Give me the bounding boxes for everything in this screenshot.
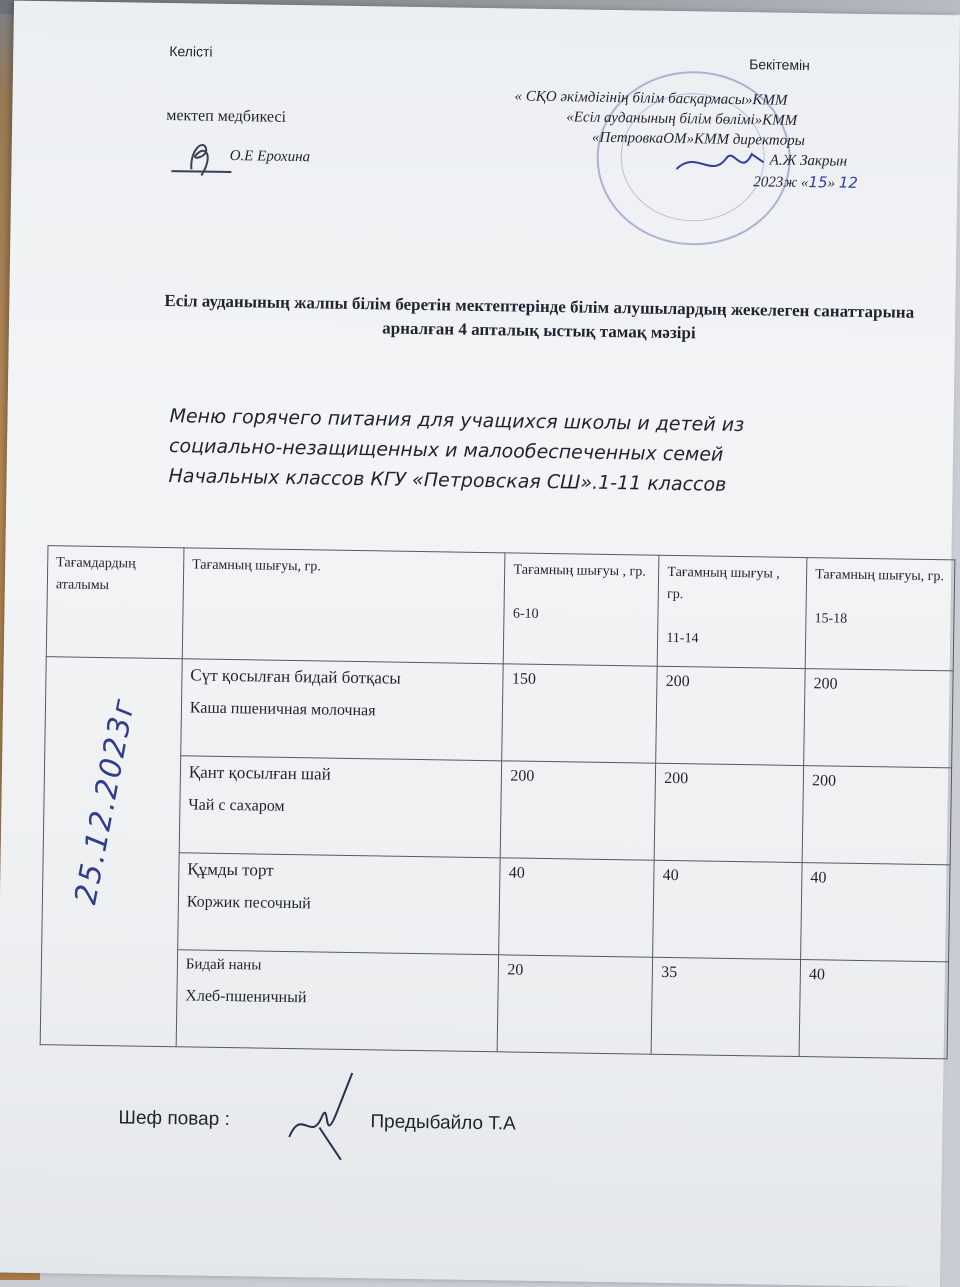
approval-line-3: «ПетровкаОМ»КММ директоры [591,129,805,150]
table-header-row [46,546,955,671]
header-age-6-10-range: 6-10 [512,606,539,622]
dish-name-ru: Чай с сахаром [188,796,285,815]
portion-15-18: 200 [804,669,953,768]
dish-cell [176,950,499,1052]
dish-name-kz: Бидай наны [185,956,262,974]
dish-cell [181,659,504,761]
header-age-6-10 [504,553,660,666]
date-cell [40,657,182,1047]
document-page [0,1,960,1287]
title-russian-line-2: социально-незащищенных и малообеспеченных семей [168,435,724,466]
portion-6-10: 20 [498,955,653,1054]
approval-left-caption: Келісті [169,43,213,60]
dish-name-ru: Хлеб-пшеничный [185,987,307,1007]
portion-6-10: 40 [499,858,654,957]
portion-15-18: 40 [799,960,948,1059]
approval-date-prefix: 2023ж « [753,174,809,192]
nurse-role: мектеп медбикесі [166,106,287,126]
header-yield: Тағамның шығуы, гр. [182,548,505,664]
header-age-15-18-label: Тағамның шығуы, гр. [815,567,945,585]
header-age-11-14-label: Тағамның шығуы , гр. [666,564,780,603]
portion-11-14: 35 [651,957,800,1056]
header-dish-name: Тағамдардың аталымы [46,546,184,659]
title-russian-line-3: Начальных классов КГУ «Петровская СШ».1-11 классов [168,465,727,496]
header-age-11-14-range: 11-14 [666,630,699,647]
dish-name-kz: Қант қосылған шай [188,762,331,784]
approval-line-1: « СҚО әкімдігінің білім басқармасы»КММ [514,88,788,109]
portion-15-18: 200 [802,766,951,865]
portion-6-10: 150 [502,664,657,763]
approval-date-month: 12 [838,173,859,192]
chef-signature [281,1067,373,1168]
chef-label: Шеф повар : [118,1107,231,1131]
approval-right-caption: Бекітемін [749,56,810,74]
menu-table [40,545,956,1059]
approval-date-suffix: » [827,175,836,192]
handwritten-date: 25.12.2023г [68,694,143,908]
table-row [45,657,953,768]
title-kazakh: Есіл ауданының жалпы білім беретін мектептерінде білім алушылардың жекелеген санаттарына арналған 4 апталық ыстық тамақ мәзірі [164,290,915,343]
dish-cell [179,756,502,858]
chef-name: Предыбайло Т.А [370,1111,516,1135]
portion-6-10: 200 [501,761,656,860]
portion-11-14: 200 [654,763,803,862]
approval-date [753,172,858,193]
header-age-15-18 [805,558,955,671]
header-age-11-14 [657,555,807,668]
approval-date-day: 15 [808,173,828,192]
director-name: А.Ж Закрын [769,152,848,170]
title-russian [168,401,909,503]
dish-name-kz: Құмды торт [187,859,274,880]
dish-name-ru: Каша пшеничная молочная [189,699,376,720]
portion-15-18: 40 [801,863,950,962]
title-russian-line-1: Меню горячего питания для учащихся школы и детей из [169,405,745,437]
approval-line-2: «Есіл ауданының білім бөлімі»КММ [566,109,798,129]
portion-11-14: 40 [653,860,802,959]
header-age-6-10-label: Тағамның шығуы , гр. [513,562,646,580]
portion-11-14: 200 [656,666,805,765]
dish-cell [178,853,501,955]
nurse-name: О.Е Ерохина [229,147,311,166]
dish-name-kz: Сүт қосылған бидай ботқасы [190,665,401,688]
dish-name-ru: Коржик песочный [186,893,311,913]
header-age-15-18-range: 15-18 [814,611,848,627]
